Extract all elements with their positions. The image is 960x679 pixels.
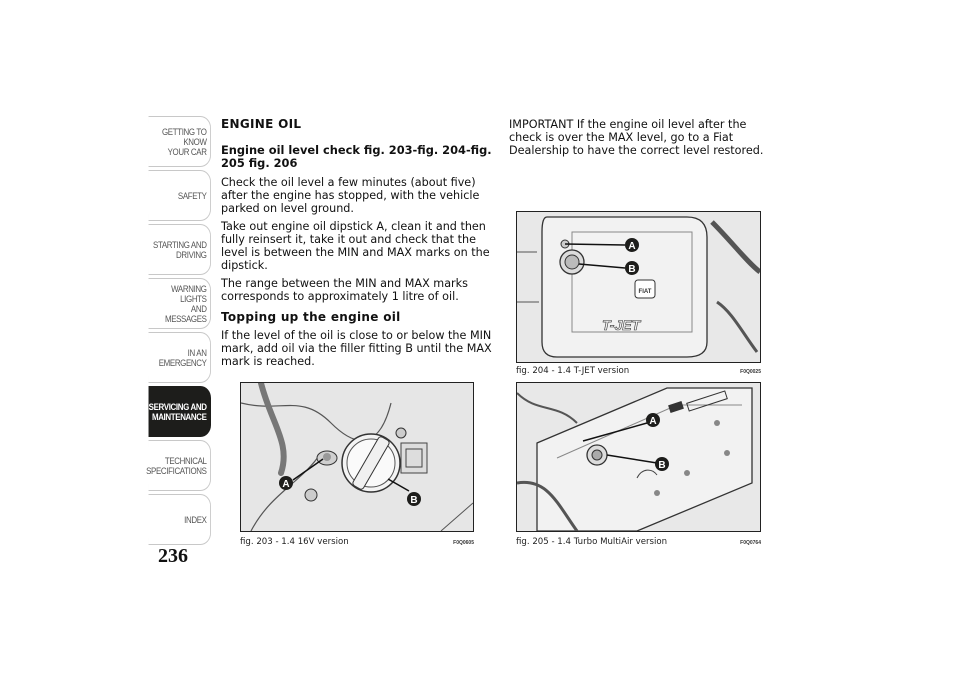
section-heading: ENGINE OIL: [221, 117, 302, 131]
paragraph: The range between the MIN and MAX marks corresponds to approximately 1 litre of oil.: [221, 277, 468, 303]
figure-203: [240, 382, 474, 548]
tab-label: IN AN EMERGENCY: [158, 347, 207, 368]
paragraph: Take out engine oil dipstick A, clean it and then fully reinsert it, take it out and check that the level is between the MIN and MAX marks on the dipstick.: [221, 220, 490, 272]
figure-caption: fig. 205 - 1.4 Turbo MultiAir version: [516, 537, 668, 547]
engine-oil-cap-illustration: [241, 383, 473, 531]
label-b: B: [410, 495, 418, 506]
engine-text: T-JET: [602, 317, 641, 333]
figure-204: [516, 211, 761, 379]
figure-image: [240, 382, 474, 532]
multiair-engine-illustration: [517, 383, 760, 531]
figure-205: [516, 382, 761, 548]
right-column: [509, 118, 781, 162]
tab-label: TECHNICAL SPECIFICATIONS: [146, 455, 207, 476]
left-column: [221, 118, 493, 373]
tab-technical-specifications[interactable]: [146, 440, 211, 491]
tab-getting-to-know-your-car[interactable]: [149, 116, 211, 167]
figure-image: [516, 211, 761, 363]
page-number: 236: [158, 545, 188, 567]
figure-code: F0Q0025: [740, 369, 761, 375]
important-note: IMPORTANT If the engine oil level after the check is over the MAX level, go to a Fiat Dealership to have the correct level restored.: [509, 118, 764, 157]
label-a: A: [282, 479, 290, 490]
tab-label: GETTING TO KNOW YOUR CAR: [161, 126, 207, 157]
fiat-badge: FIAT: [638, 289, 652, 295]
tab-safety[interactable]: [149, 170, 211, 221]
subsection-heading: Topping up the engine oil: [221, 310, 401, 324]
label-b: B: [628, 264, 636, 275]
tab-warning-lights[interactable]: [149, 278, 211, 329]
tab-label: INDEX: [184, 514, 207, 525]
tab-index[interactable]: [149, 494, 211, 545]
figure-caption: fig. 204 - 1.4 T-JET version: [516, 366, 630, 376]
tab-servicing-and-maintenance[interactable]: [149, 386, 211, 437]
tab-in-an-emergency[interactable]: [149, 332, 211, 383]
paragraph: If the level of the oil is close to or below the MIN mark, add oil via the filler fitting B until the MAX mark is reached.: [221, 329, 492, 368]
label-b: B: [658, 460, 666, 471]
figure-caption: fig. 203 - 1.4 16V version: [240, 537, 349, 547]
label-a: A: [649, 416, 657, 427]
tab-label: STARTING AND DRIVING: [153, 239, 207, 260]
tab-starting-and-driving[interactable]: [149, 224, 211, 275]
figure-code: F0Q0764: [740, 540, 761, 546]
figure-image: [516, 382, 761, 532]
figure-code: F0Q0605: [453, 540, 474, 546]
paragraph: Check the oil level a few minutes (about five) after the engine has stopped, with the vehicle parked on level ground.: [221, 176, 480, 215]
t-jet-engine-illustration: [517, 212, 760, 362]
subsection-heading: Engine oil level check fig. 203-fig. 204-fig. 205 fig. 206: [221, 143, 492, 170]
label-a: A: [628, 241, 636, 252]
tab-label: WARNING LIGHTS AND MESSAGES: [164, 283, 207, 324]
tab-label: SERVICING AND MAINTENANCE: [148, 401, 207, 422]
tab-label: SAFETY: [177, 190, 207, 201]
